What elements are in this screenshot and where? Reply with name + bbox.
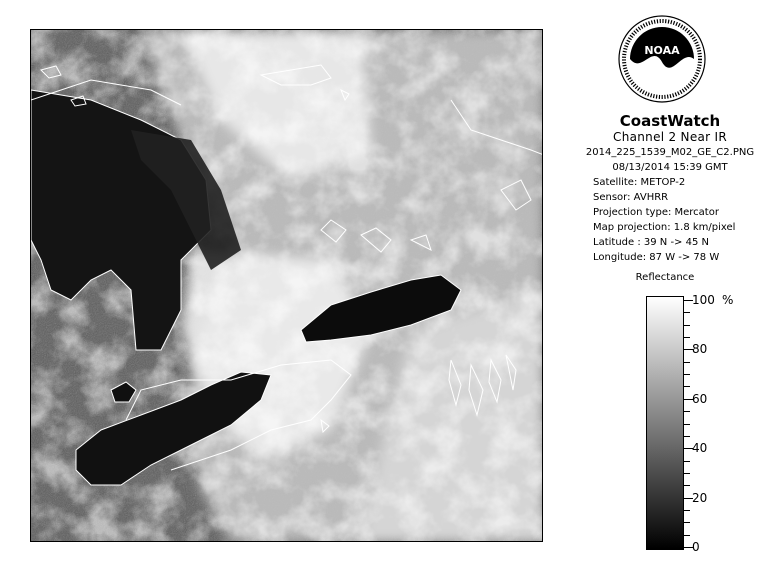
- satellite-label: Satellite: METOP-2: [593, 177, 686, 188]
- colorbar-tick-label: 0: [692, 540, 700, 554]
- product-filename: 2014_225_1539_M02_GE_C2.PNG: [585, 147, 755, 158]
- map-projection-label: Map projection: 1.8 km/pixel: [593, 222, 736, 233]
- colorbar-tick-label: 20: [692, 491, 708, 505]
- colorbar-tick: [684, 424, 690, 425]
- satellite-image-svg: [31, 30, 543, 542]
- colorbar-tick: [684, 411, 690, 412]
- colorbar-tick: [684, 485, 690, 486]
- colorbar-tick: [684, 473, 690, 474]
- noaa-logo: [617, 14, 707, 104]
- colorbar-unit: %: [722, 293, 734, 307]
- projection-type-label: Projection type: Mercator: [593, 207, 719, 218]
- colorbar-tick: [684, 386, 690, 387]
- colorbar-tick: [684, 522, 690, 523]
- product-datetime: 08/13/2014 15:39 GMT: [612, 162, 728, 173]
- colorbar-tick-label: 80: [692, 342, 708, 356]
- product-title: CoastWatch: [619, 112, 721, 130]
- logo-text: NOAA: [644, 44, 680, 57]
- colorbar-tick: [684, 461, 690, 462]
- colorbar-tick: [684, 510, 690, 511]
- colorbar-tick: [684, 436, 690, 437]
- colorbar-tick: [684, 535, 690, 536]
- product-subtitle: Channel 2 Near IR: [613, 130, 727, 144]
- colorbar-tick-label: 60: [692, 392, 708, 406]
- colorbar-tick-label: 100: [692, 293, 715, 307]
- colorbar-title: Reflectance: [635, 272, 695, 283]
- longitude-label: Longitude: 87 W -> 78 W: [593, 252, 720, 263]
- sensor-label: Sensor: AVHRR: [593, 192, 669, 203]
- colorbar-tick: [684, 325, 690, 326]
- colorbar-tick: [684, 312, 690, 313]
- colorbar-tick: [684, 337, 690, 338]
- colorbar-tick: [684, 362, 690, 363]
- colorbar-tick-label: 40: [692, 441, 708, 455]
- latitude-label: Latitude : 39 N -> 45 N: [593, 237, 709, 248]
- colorbar: [646, 296, 684, 550]
- colorbar-tick: [684, 374, 690, 375]
- satellite-image: [30, 29, 543, 542]
